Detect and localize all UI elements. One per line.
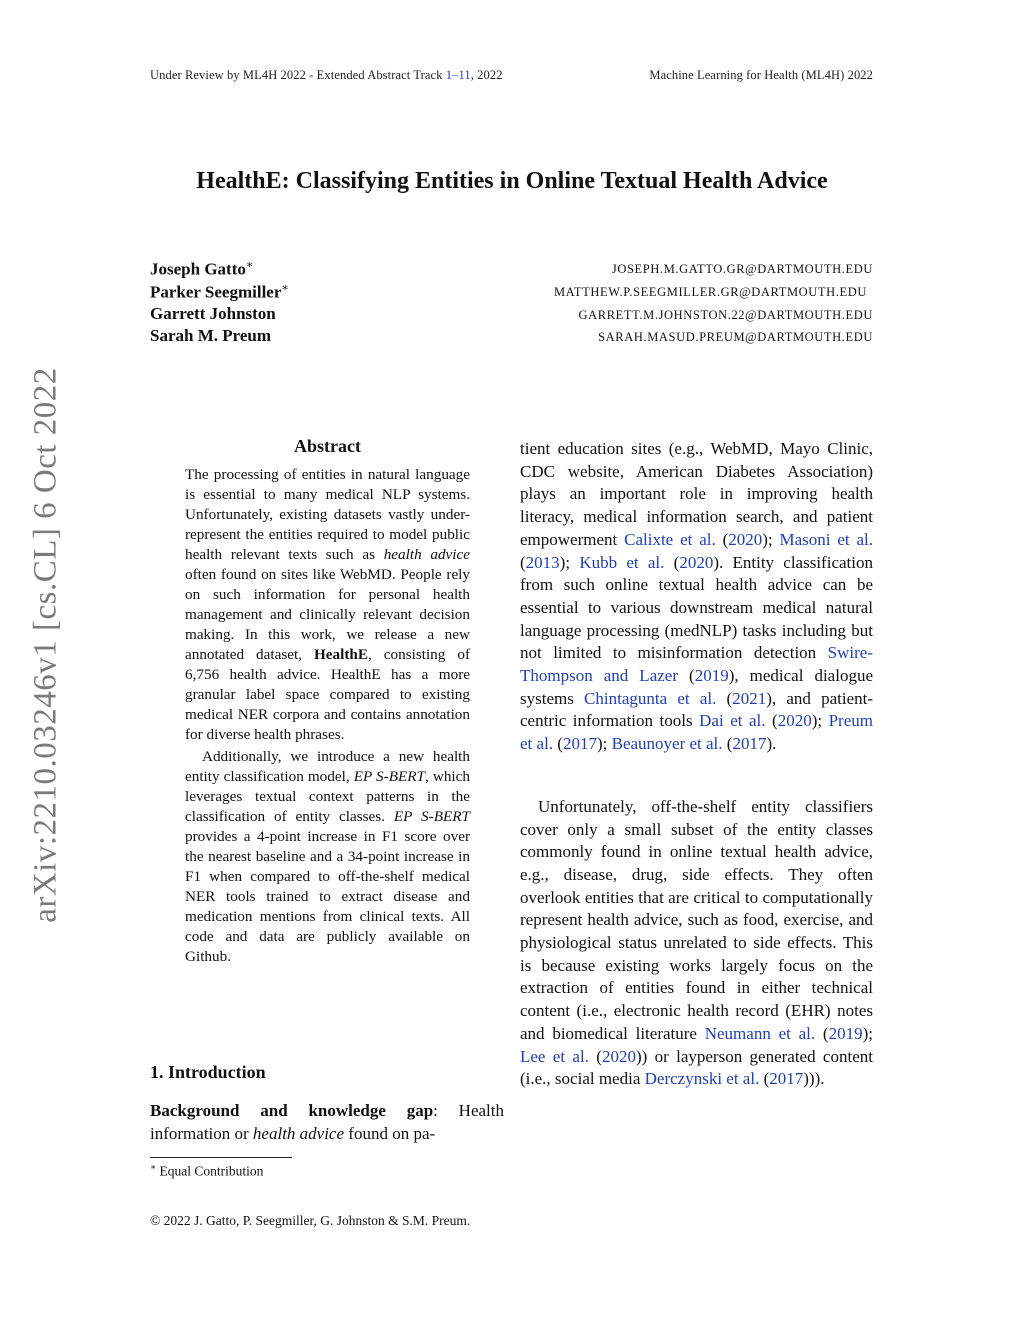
abstract-paragraph: [185, 747, 470, 967]
text-run: , consisting of 6,756 health advice. HealthE has a more granular label space compared to existing medical NER corpora and contains annotation for diverse health phrases.: [185, 646, 470, 743]
author-email: JOSEPH.M.GATTO.GR@DARTMOUTH.EDU: [611, 262, 873, 276]
text-run: : Health information or: [150, 1101, 504, 1143]
citation-link[interactable]: Chintagunta et al.: [584, 688, 717, 708]
citation-year-link[interactable]: 2017: [562, 734, 597, 754]
citation-link[interactable]: Dai et al.: [699, 711, 766, 731]
equal-contribution-mark: ∗: [245, 259, 254, 271]
author-name-text: Garrett Johnston: [150, 304, 276, 323]
citation-link[interactable]: Calixte et al.: [624, 529, 716, 549]
text-run: , medical dialogue systems: [520, 666, 873, 708]
citation-link[interactable]: Preum et al.: [520, 711, 873, 754]
body-paragraph: Unfortunately, off-the-shelf entity classifiers cover only a small subset of the entity classes commonly found in online textual health advice, e.g., disease, drug, side effects. They often overlook entities that are critical to computationally represent health advice, such as food, exercise, and physiological status unrelated to side effects. This is because existing works largely focus on the extraction of entities found in either technical content (i.e., electronic health record (EHR) notes and biomedical literature Neumann et al. (2019); Lee et al. (2020)) or layperson generated content (i.e., social media Derczynski et al. (2017))).: [520, 796, 873, 1089]
model-name: EP S-BERT: [353, 768, 425, 785]
author-name-text: Parker Seegmiller: [150, 282, 282, 302]
footnote-mark: ∗: [150, 1162, 157, 1172]
citation-year-link[interactable]: 2020: [679, 552, 714, 572]
text-run: provides a 4-point increase in F1 score over the nearest baseline and a 34-point increase in F1 when compared to off-the-shelf medical NER tools trained to extract disease and medication mentions from clinical texts. All code and data are publicly available on Github.: [185, 828, 470, 965]
running-header-right: Machine Learning for Health (ML4H) 2022: [649, 68, 873, 82]
citation-year-link[interactable]: 2020: [777, 711, 812, 731]
right-column: [520, 438, 873, 1091]
equal-contribution-mark: ∗: [281, 282, 289, 294]
intro-lead: [150, 1100, 504, 1145]
abstract-paragraph: [185, 465, 470, 745]
copyright-text: 2022 J. Gatto, P. Seegmiller, G. Johnston & S.M. Preum.: [163, 1213, 471, 1228]
citation-year-link[interactable]: 2019: [828, 1023, 863, 1043]
author-email: GARRETT.M.JOHNSTON.22@DARTMOUTH.EDU: [578, 308, 873, 322]
text-run: tient education sites (e.g., WebMD, Mayo Clinic, CDC website, American Diabetes Association) plays an important role in improving health literacy, medical information search, and patient empowerment: [520, 439, 873, 549]
text-run: , and patient-centric information tools: [520, 688, 874, 731]
citation-year-link[interactable]: 2017: [732, 734, 767, 754]
emphasis: health advice: [252, 1123, 345, 1143]
text-run: , which leverages textual context patterns in the classification of entity classes.: [185, 768, 470, 825]
section-heading-introduction: 1. Introduction: [150, 1062, 266, 1082]
citation-link[interactable]: Kubb et al.: [579, 552, 665, 572]
paper-title: HealthE: Classifying Entities in Online Textual Health Advice: [196, 168, 828, 194]
abstract-body: [185, 465, 470, 967]
model-name: EP S-BERT: [393, 808, 470, 825]
text-run: Additionally, we introduce a new health entity classification model,: [185, 748, 470, 785]
dataset-name: HealthE: [313, 646, 368, 663]
text-run: Unfortunately, off-the-shelf entity classifiers cover only a small subset of the entity classes commonly found in online textual health advice, e.g., disease, drug, side effects. They often overlook entities that are critical to computationally represent health advice, such as food, exercise, and physiological status unrelated to side effects. This is because existing works largely focus on the extraction of entities found in either technical content (i.e., electronic health record (EHR) notes and biomedical literature: [520, 796, 873, 1043]
citation-year-link[interactable]: 2017: [769, 1069, 804, 1089]
author-name: [150, 258, 253, 280]
author-name: [150, 304, 276, 324]
text-run: ) or layperson generated content (i.e., social media: [520, 1046, 873, 1089]
header-year: , 2022: [470, 68, 503, 82]
citation-link[interactable]: Beaunoyer et al.: [611, 734, 723, 754]
citation-year-link[interactable]: 2020: [601, 1046, 636, 1066]
text-run: )).: [808, 1069, 825, 1089]
citation-link[interactable]: Swire-Thompson and Lazer: [520, 643, 873, 686]
author-name: [150, 326, 271, 346]
text-run: . Entity classification from such online textual health advice can be essential to various downstream medical natural language processing (medNLP) tasks including but not limited to misinformation detection: [520, 552, 873, 663]
footnote-text: Equal Contribution: [159, 1163, 264, 1179]
footnote: [150, 1162, 263, 1180]
abstract-heading: Abstract: [294, 436, 361, 456]
text-run: found on pa-: [344, 1123, 436, 1143]
author-email: SARAH.MASUD.PREUM@DARTMOUTH.EDU: [598, 330, 873, 344]
citation-link[interactable]: Derczynski et al.: [644, 1069, 760, 1089]
header-venue: Under Review by ML4H 2022 - Extended Abstract Track: [150, 68, 446, 82]
arxiv-stamp: arXiv:2210.03246v1 [cs.CL] 6 Oct 2022: [27, 367, 64, 923]
header-pages-link[interactable]: 1–11: [445, 68, 471, 82]
intro-paragraph: [150, 1100, 504, 1145]
body-paragraph: tient education sites (e.g., WebMD, Mayo Clinic, CDC website, American Diabetes Association) plays an important role in improving health literacy, medical information search, and patient empowerment Calixte et al. (2020); Masoni et al. (2013); Kubb et al. (2020). Entity classification from such online textual health advice can be essential to various downstream medical natural language processing (medNLP) tasks including but not limited to misinformation detection Swire-Thompson and Lazer (2019), medical dialogue systems Chintagunta et al. (2021), and patient-centric information tools Dai et al. (2020); Preum et al. (2017); Beaunoyer et al. (2017).: [520, 439, 874, 754]
citation-link[interactable]: Lee et al.: [520, 1046, 589, 1066]
author-name-text: Sarah M. Preum: [150, 326, 272, 345]
citation-link[interactable]: Masoni et al.: [779, 529, 874, 549]
text-run: The processing of entities in natural language is essential to many medical NLP systems. Unfortunately, existing datasets vastly under-represent the entities required to model public health relevant texts such as: [185, 466, 470, 563]
author-email: MATTHEW.P.SEEGMILLER.GR@DARTMOUTH.EDU: [553, 285, 867, 299]
footnote-rule: [150, 1157, 292, 1158]
author-name: [150, 281, 289, 303]
citation-year-link[interactable]: 2020: [728, 529, 763, 549]
copyright-line: [150, 1213, 470, 1229]
text-run: often found on sites like WebMD. People rely on such information for personal health management and clinically relevant decision making. In this work, we release a new annotated dataset,: [185, 566, 470, 663]
emphasis: health advice: [383, 546, 470, 563]
citation-link[interactable]: Neumann et al.: [704, 1023, 816, 1043]
running-header-left: [150, 68, 503, 83]
paragraph-lead: Background and knowledge gap: [150, 1101, 434, 1120]
citation-year-link[interactable]: 2021: [732, 688, 767, 708]
citation-year-link[interactable]: 2019: [694, 666, 729, 686]
author-name-text: Joseph Gatto: [150, 259, 246, 279]
copyright-icon: ©: [150, 1213, 161, 1228]
citation-year-link[interactable]: 2013: [525, 552, 560, 572]
